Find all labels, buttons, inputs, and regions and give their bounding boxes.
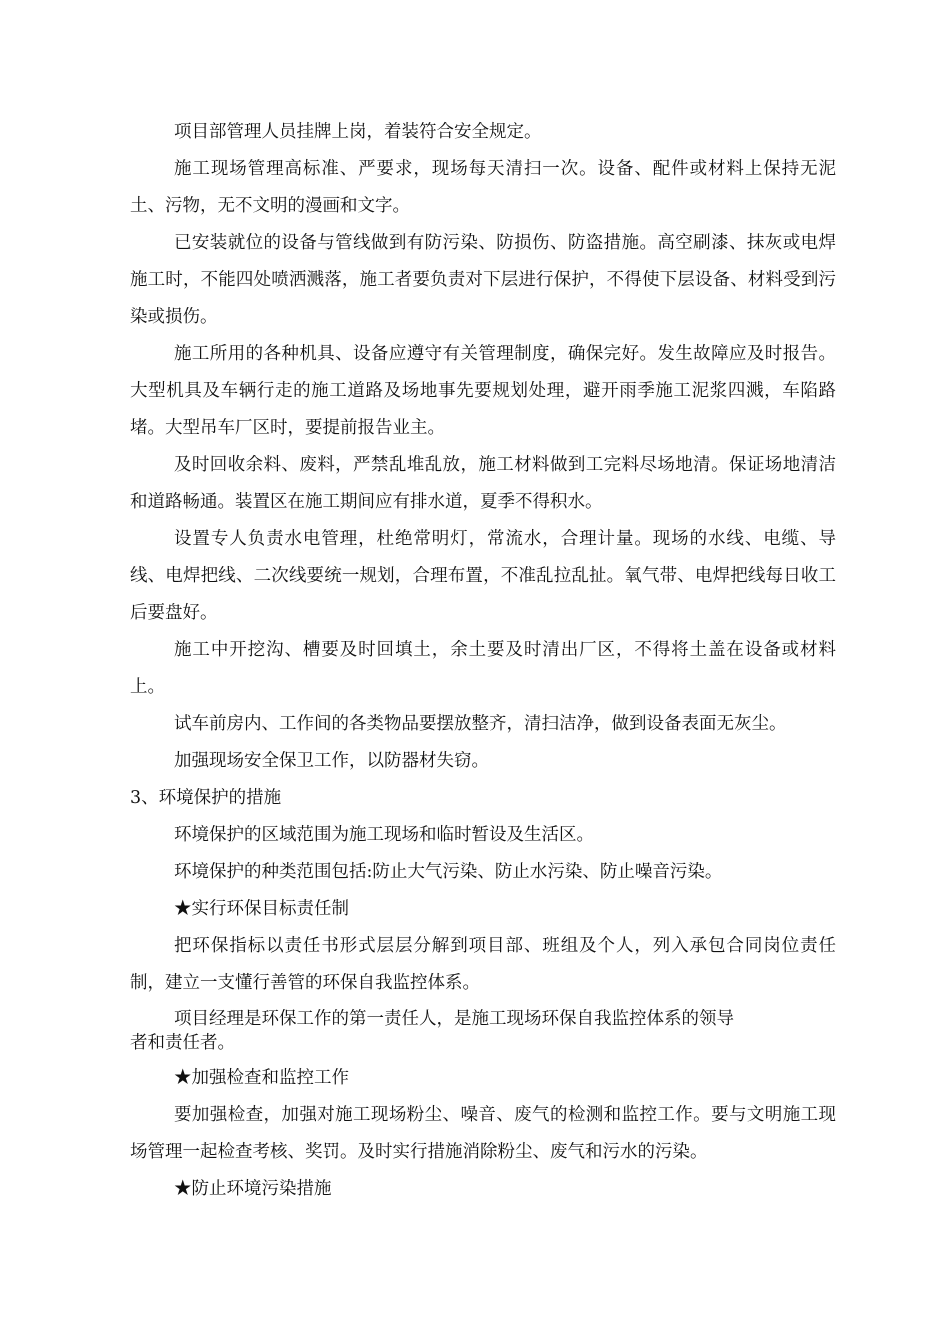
subheading-inspection: ★加强检查和监控工作 [174, 1068, 349, 1088]
paragraph-responsibility: 把环保指标以责任书形式层层分解到项目部、班组及个人，列入承包合同岗位责任制，建立一支懂行善管的环保自我监控体系。 [130, 936, 836, 993]
paragraph-security: 加强现场安全保卫工作，以防器材失窃。 [174, 751, 489, 771]
paragraph-env-scope: 环境保护的区域范围为施工现场和临时暂设及生活区。 [174, 825, 594, 845]
paragraph-material-recovery: 及时回收余料、废料，严禁乱堆乱放，施工材料做到工完料尽场地清。保证场地清洁和道路畅通。装置区在施工期间应有排水道，夏季不得积水。 [130, 455, 836, 512]
paragraph-utility-management: 设置专人负责水电管理，杜绝常明灯，常流水，合理计量。现场的水线、电缆、导线、电焊把线、二次线要统一规划，合理布置，不准乱拉乱扯。氧气带、电焊把线每日收工后要盘好。 [130, 529, 836, 623]
paragraph-manager-line1: 项目经理是环保工作的第一责任人，是施工现场环保自我监控体系的领导 [174, 1009, 734, 1029]
section-heading: 3、环境保护的措施 [130, 788, 282, 808]
subheading-pollution-prevention: ★防止环境污染措施 [174, 1179, 332, 1199]
paragraph-trial-run: 试车前房内、工作间的各类物品要摆放整齐，清扫洁净，做到设备表面无灰尘。 [174, 714, 787, 734]
paragraph-equipment-protection: 已安装就位的设备与管线做到有防污染、防损伤、防盗措施。高空刷漆、抹灰或电焊施工时，不能四处喷洒溅落，施工者要负责对下层进行保护，不得使下层设备、材料受到污染或损伤。 [130, 233, 836, 327]
paragraph-machinery-management: 施工所用的各种机具、设备应遵守有关管理制度，确保完好。发生故障应及时报告。大型机具及车辆行走的施工道路及场地事先要规划处理，避开雨季施工泥浆四溅，车陷路堵。大型吊车厂区时，要提前报告业主。 [130, 344, 836, 438]
subheading-responsibility: ★实行环保目标责任制 [174, 899, 349, 919]
paragraph-site-cleaning: 施工现场管理高标准、严要求，现场每天清扫一次。设备、配件或材料上保持无泥土、污物，无不文明的漫画和文字。 [130, 159, 836, 216]
paragraph-trench-backfill: 施工中开挖沟、槽要及时回填土，余土要及时清出厂区，不得将土盖在设备或材料上。 [130, 640, 836, 697]
paragraph-env-types: 环境保护的种类范围包括:防止大气污染、防止水污染、防止噪音污染。 [174, 862, 723, 882]
paragraph-inspection: 要加强检查，加强对施工现场粉尘、噪音、废气的检测和监控工作。要与文明施工现场管理一起检查考核、奖罚。及时实行措施消除粉尘、废气和污水的污染。 [130, 1105, 836, 1162]
paragraph-badge-rule: 项目部管理人员挂牌上岗，着装符合安全规定。 [174, 122, 542, 142]
paragraph-manager-line2: 者和责任者。 [130, 1033, 235, 1053]
